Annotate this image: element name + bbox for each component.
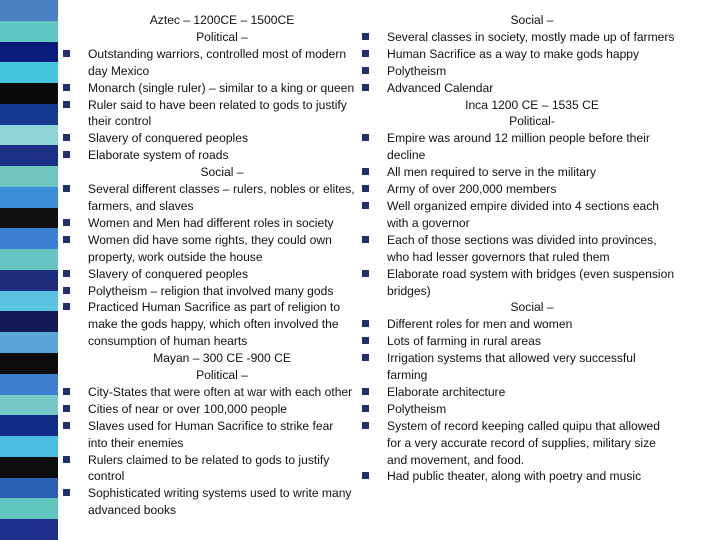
stripe [0,228,58,249]
stripe [0,374,58,395]
bullet-item [88,401,356,418]
bullet-item [387,384,677,401]
bullet-item [387,401,677,418]
bullet-text: Several classes in society, mostly made up of farmers [387,29,675,44]
stripe [0,311,58,332]
bullet-text: Monarch (single ruler) – similar to a king or queen [88,80,355,95]
square-bullet-icon [362,405,369,412]
square-bullet-icon [362,472,369,479]
bullet-text: Women and Men had different roles in society [88,215,334,230]
bullet-text: Slavery of conquered peoples [88,266,249,281]
bullet-item [387,350,677,384]
square-bullet-icon [63,489,70,496]
bullet-item [88,283,356,300]
bullet-text: Elaborate architecture [387,384,506,399]
square-bullet-icon [362,422,369,429]
stripe [0,83,58,104]
bullet-item [88,266,356,283]
stripe [0,353,58,374]
section-heading [88,12,356,29]
square-bullet-icon [63,236,70,243]
section-heading [387,97,677,114]
bullet-item [88,46,356,80]
stripe [0,42,58,63]
square-bullet-icon [63,422,70,429]
stripe [0,145,58,166]
right-column [387,12,677,485]
stripe [0,332,58,353]
stripe [0,436,58,457]
stripe [0,415,58,436]
bullet-text: City-States that were often at war with each other [88,384,353,399]
stripe [0,104,58,125]
square-bullet-icon [63,303,70,310]
bullet-text: Army of over 200,000 members [387,182,557,197]
bullet-item [88,215,356,232]
bullet-item [387,181,677,198]
square-bullet-icon [63,405,70,412]
square-bullet-icon [63,388,70,395]
bullet-text: Slaves used for Human Sacrifice to strike fear into their enemies [88,418,334,450]
square-bullet-icon [362,354,369,361]
stripe [0,208,58,229]
bullet-item [387,333,677,350]
stripe [0,498,58,519]
bullet-text: Elaborate system of roads [88,148,229,163]
heading-text: Political – [196,29,248,44]
heading-text: Political- [509,114,555,129]
bullet-item [88,232,356,266]
bullet-item [88,452,356,486]
bullet-item [88,485,356,519]
bullet-item [387,63,677,80]
heading-text: Social – [510,13,554,27]
bullet-text: Different roles for men and women [387,317,573,332]
stripe [0,270,58,291]
bullet-item [387,198,677,232]
bullet-item [387,232,677,266]
square-bullet-icon [63,134,70,141]
stripe [0,62,58,83]
bullet-item [88,147,356,164]
bullet-text: Each of those sections was divided into provinces, who had lesser governors that ruled them [387,232,657,264]
bullet-item [387,46,677,63]
section-heading [88,164,356,181]
square-bullet-icon [63,456,70,463]
bullet-text: Practiced Human Sacrifice as part of religion to make the gods happy, which often involved the consumption of human hearts [88,300,341,349]
square-bullet-icon [362,168,369,175]
square-bullet-icon [362,134,369,141]
section-heading [88,29,356,46]
square-bullet-icon [362,84,369,91]
square-bullet-icon [63,84,70,91]
bullet-text: Polytheism [387,63,447,78]
bullet-text: Elaborate road system with bridges (even suspension bridges) [387,266,675,298]
bullet-item [88,299,356,350]
left-column [88,12,356,519]
section-heading [88,367,356,384]
bullet-text: Outstanding warriors, controlled most of modern day Mexico [88,46,347,78]
square-bullet-icon [63,50,70,57]
square-bullet-icon [362,50,369,57]
square-bullet-icon [63,270,70,277]
square-bullet-icon [362,337,369,344]
stripe [0,0,58,21]
square-bullet-icon [362,270,369,277]
square-bullet-icon [63,185,70,192]
stripe [0,125,58,146]
square-bullet-icon [362,67,369,74]
bullet-item [387,164,677,181]
bullet-text: Several different classes – rulers, nobles or elites, farmers, and slaves [88,182,355,213]
bullet-item [387,418,677,469]
heading-text: Social – [200,165,244,180]
bullet-text: Ruler said to have been related to gods to justify their control [88,97,347,129]
section-heading [387,113,677,130]
square-bullet-icon [362,388,369,395]
stripe [0,395,58,416]
bullet-text: Advanced Calendar [387,80,494,95]
bullet-item [387,316,677,333]
heading-text: Social – [510,300,554,315]
square-bullet-icon [362,33,369,40]
square-bullet-icon [63,151,70,158]
section-heading [387,299,677,316]
heading-text: Political – [196,368,248,383]
bullet-text: Polytheism – religion that involved many gods [88,283,334,298]
bullet-text: System of record keeping called quipu that allowed for a very accurate record of supplies, military size and movement, and food. [387,418,660,467]
bullet-item [88,80,356,97]
bullet-text: Human Sacrifice as a way to make gods happy [387,46,640,61]
section-heading [88,350,356,367]
bullet-text: Rulers claimed to be related to gods to justify control [88,452,330,484]
square-bullet-icon [362,320,369,327]
heading-text: Mayan – 300 CE -900 CE [153,351,291,366]
bullet-text: Slavery of conquered peoples [88,131,249,146]
bullet-text: Cities of near or over 100,000 people [88,401,288,416]
stripe [0,249,58,270]
stripe [0,187,58,208]
bullet-text: Irrigation systems that allowed very successful farming [387,351,636,383]
bullet-item [387,266,677,300]
stripe [0,21,58,42]
bullet-item [387,29,677,46]
bullet-item [387,80,677,97]
heading-text: Inca 1200 CE – 1535 CE [465,97,599,112]
square-bullet-icon [63,287,70,294]
square-bullet-icon [362,236,369,243]
decorative-stripe-bar [0,0,58,540]
stripe [0,166,58,187]
bullet-text: All men required to serve in the military [387,165,597,180]
square-bullet-icon [63,219,70,226]
bullet-text: Women did have some rights, they could own property, work outside the house [88,232,332,264]
stripe [0,478,58,499]
bullet-item [88,418,356,452]
bullet-item [88,97,356,131]
bullet-text: Empire was around 12 million people before their decline [387,131,650,163]
heading-text: Aztec – 1200CE – 1500CE [149,13,295,27]
stripe [0,519,58,540]
bullet-text: Sophisticated writing systems used to write many advanced books [88,486,352,518]
bullet-item [88,130,356,147]
bullet-item [88,384,356,401]
bullet-item [387,130,677,164]
bullet-text: Well organized empire divided into 4 sections each with a governor [387,198,660,230]
section-heading [387,12,677,29]
square-bullet-icon [362,185,369,192]
square-bullet-icon [63,101,70,108]
stripe [0,457,58,478]
bullet-item [387,468,677,485]
bullet-text: Lots of farming in rural areas [387,334,541,349]
bullet-item [88,181,356,215]
stripe [0,291,58,312]
square-bullet-icon [362,202,369,209]
bullet-text: Had public theater, along with poetry and music [387,469,642,484]
bullet-text: Polytheism [387,401,447,416]
